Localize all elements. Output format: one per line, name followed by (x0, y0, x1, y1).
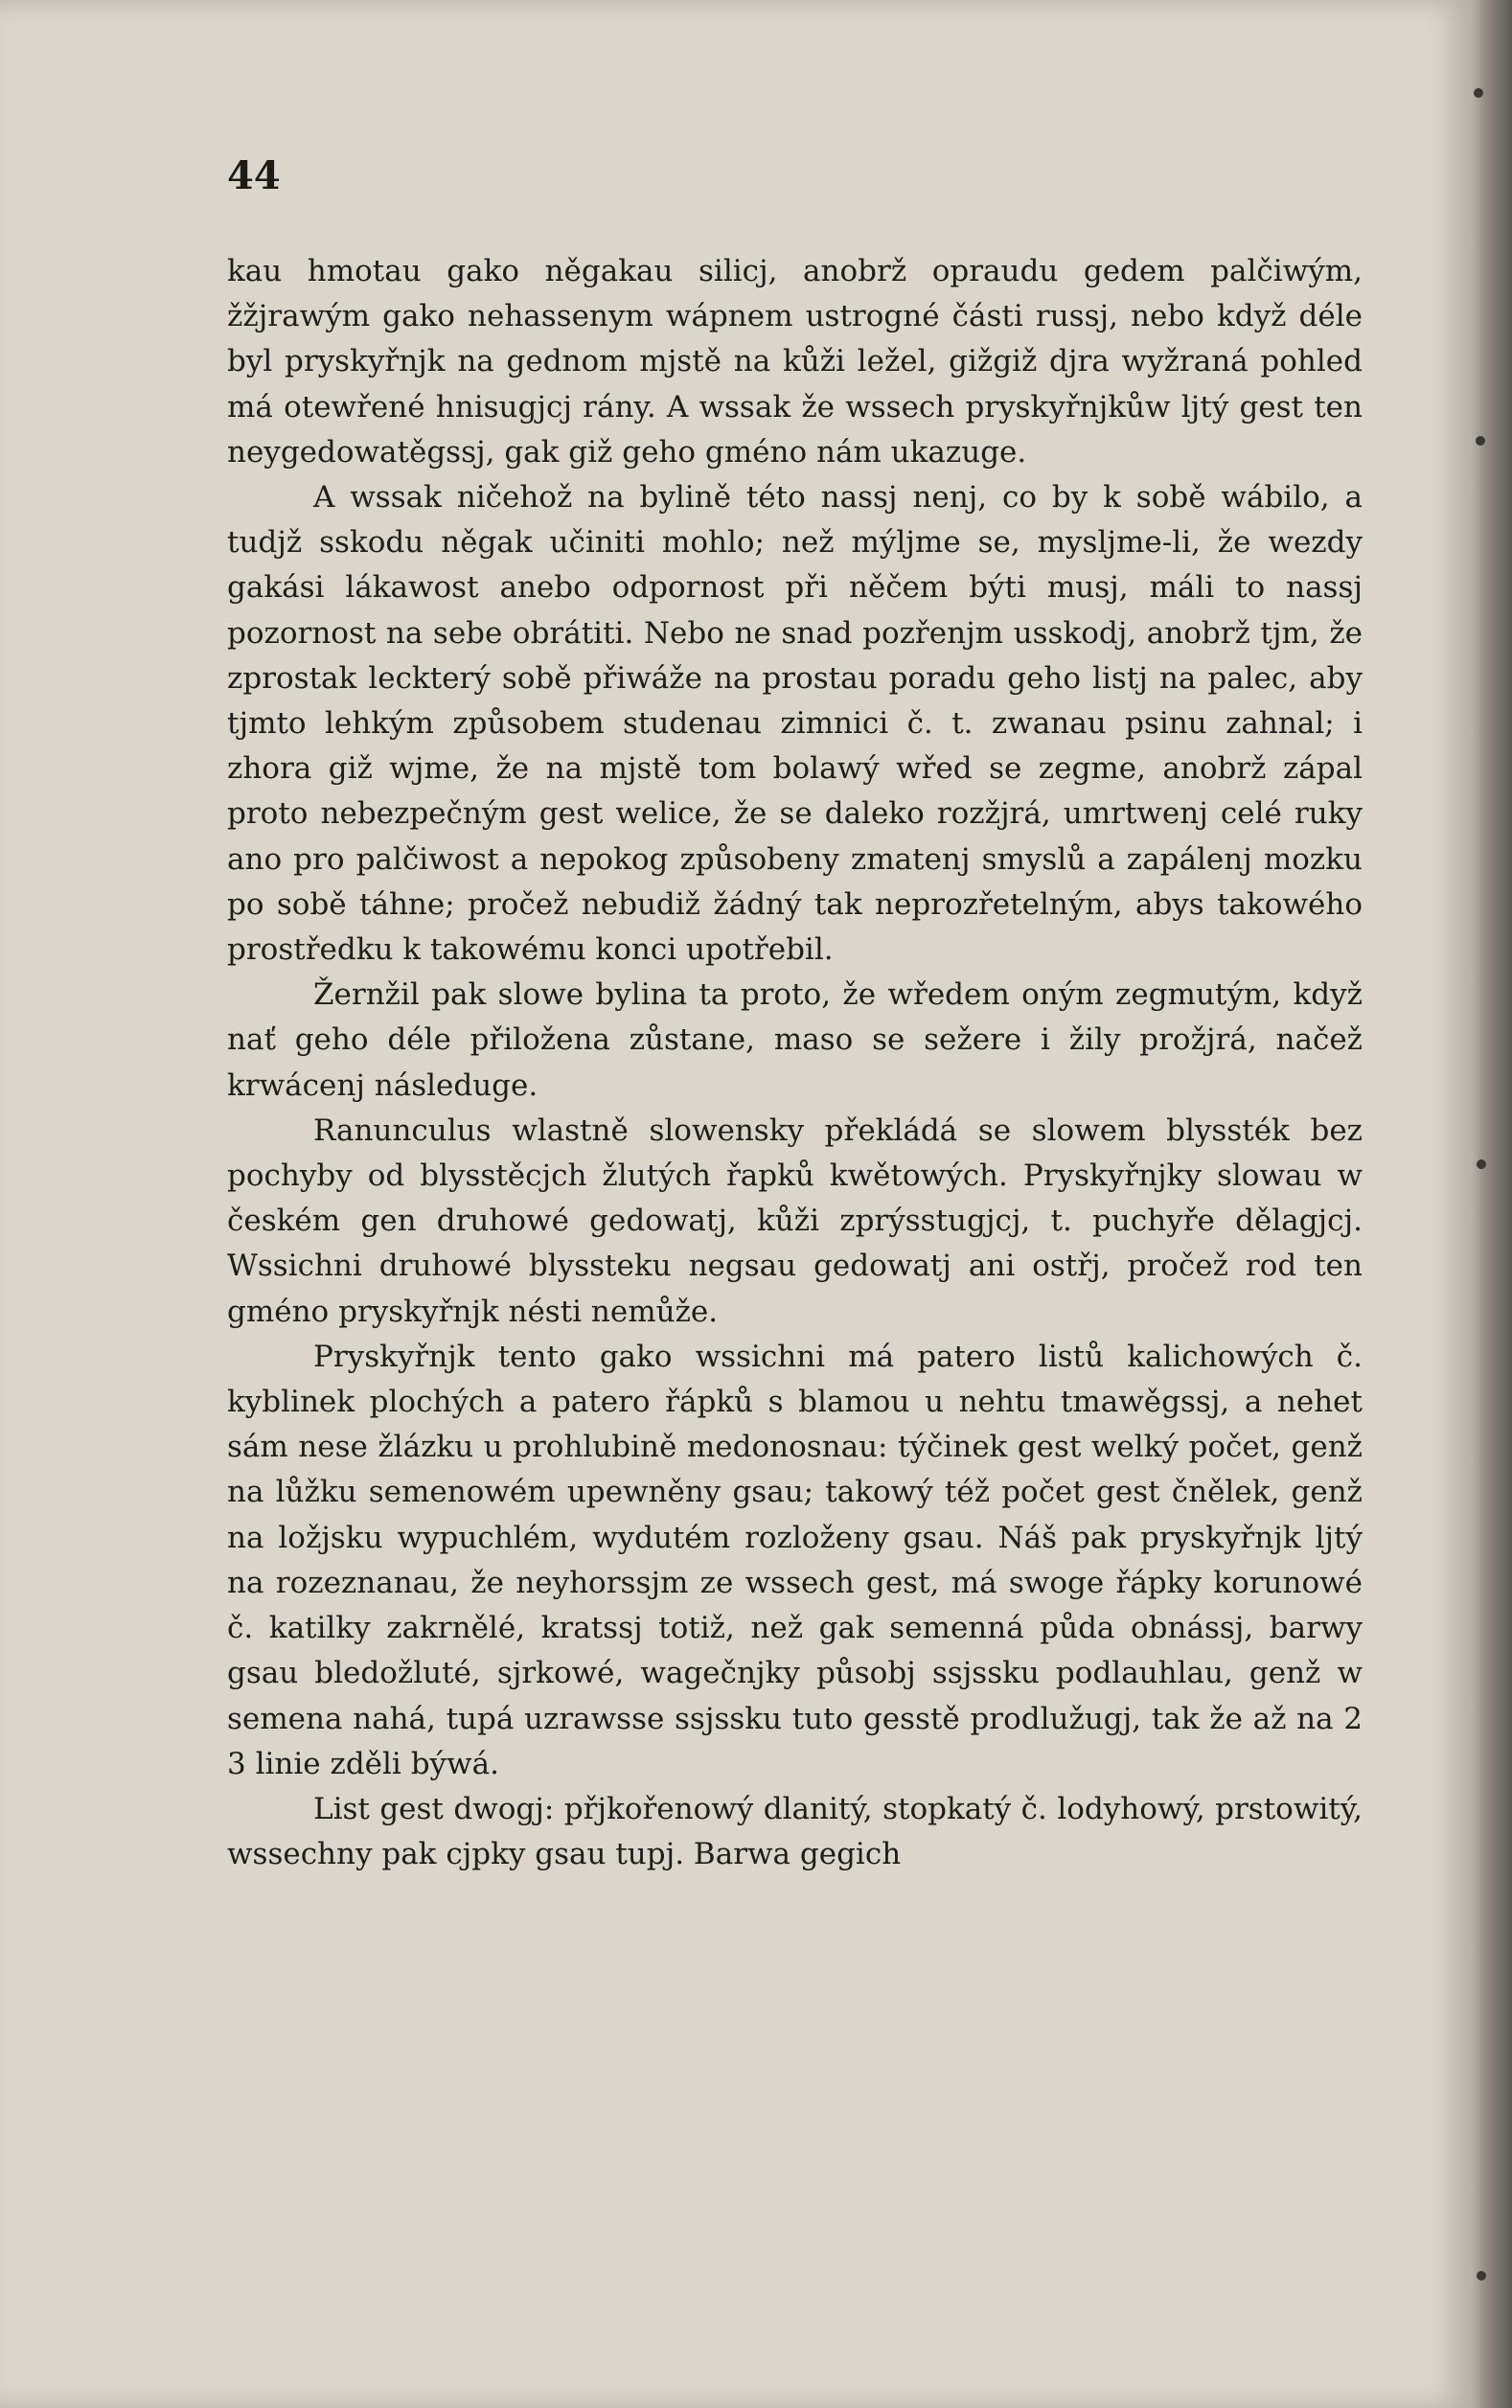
margin-mark (1477, 2271, 1486, 2281)
page-edge (1471, 0, 1512, 2408)
paragraph: List gest dwogj: přjkořenowý dlanitý, stopkatý č. lodyhowý, prstowitý, wssechny pak cjpky gsau tupj. Barwa gegich (227, 1791, 1363, 1872)
page-number: 44 (227, 153, 281, 198)
paragraph: Ranunculus wlastně slowensky překládá se slowem blyssték bez pochyby od blysstěcjch žlutých řapků kwětowých. Pryskyřnjky slowau w českém gen druhowé gedowatj, kůži zprýsstugjcj, t. puchyře dělagjcj. Wssichni druhowé blyssteku negsau gedowatj ani ostřj, pročež rod ten gméno pryskyřnjk nésti nemůže. (227, 1112, 1363, 1329)
body-text (227, 249, 1363, 1877)
margin-mark (1477, 1159, 1486, 1169)
paragraph: Pryskyřnjk tento gako wssichni má patero listů kalichowých č. kyblinek plochých a patero řápků s blamou u nehtu tmawěgssj, a nehet sám nese žlázku u prohlubině medonosnau: týčinek gest welký počet, genž na lůžku semenowém upewněny gsau; takowý též počet gest čnělek, genž na ložjsku wypuchlém, wydutém rozloženy gsau. Náš pak pryskyřnjk ljtý na rozeznanau, že neyhorssjm ze wssech gest, má swoge řápky korunowé č. katilky zakrnělé, kratssj totiž, než gak semenná půda obnássj, barwy gsau bledožluté, sjrkowé, wagečnjky působj ssjssku podlauhlau, genž w semena nahá, tupá uzrawsse ssjssku tuto gesstě prodlužugj, tak že až na 2 3 linie zděli býwá. (227, 1339, 1363, 1781)
paragraph: kau hmotau gako něgakau silicj, anobrž opraudu gedem palčiwým, žžjrawým gako nehassenym wápnem ustrogné části russj, nebo když déle byl pryskyřnjk na gednom mjstě na kůži ležel, gižgiž djra wyžraná pohled má otewřené hnisugjcj rány. A wssak že wssech pryskyřnjkůw ljtý gest ten neygedowatěgssj, gak giž geho gméno nám ukazuge. (227, 254, 1363, 470)
paragraph: A wssak ničehož na bylině této nassj nenj, co by k sobě wábilo, a tudjž sskodu něgak učiniti mohlo; než mýljme se, mysljme-li, že wezdy gakási lákawost anebo odpornost při něčem býti musj, máli to nassj pozornost na sebe obrátiti. Nebo ne snad pozřenjm usskodj, anobrž tjm, že zprostak leckterý sobě přiwáže na prostau poradu geho listj na palec, aby tjmto lehkým způsobem studenau zimnici č. t. zwanau psinu zahnal; i zhora giž wjme, že na mjstě tom bolawý wřed se zegme, anobrž zápal proto nebezpečným gest welice, že se daleko rozžjrá, umrtwenj celé ruky ano pro palčiwost a nepokog způsobeny zmatenj smyslů a zapálenj mozku po sobě táhne; pročež nebudiž žádný tak neprozřetelným, abys takowého prostředku k takowému konci upotřebil. (227, 480, 1363, 968)
margin-mark (1474, 88, 1483, 98)
paragraph: Žernžil pak slowe bylina ta proto, že wředem oným zegmutým, když nať geho déle přiložena zůstane, maso se sežere i žily prožjrá, načež krwácenj následuge. (227, 977, 1363, 1103)
margin-mark (1476, 436, 1485, 446)
